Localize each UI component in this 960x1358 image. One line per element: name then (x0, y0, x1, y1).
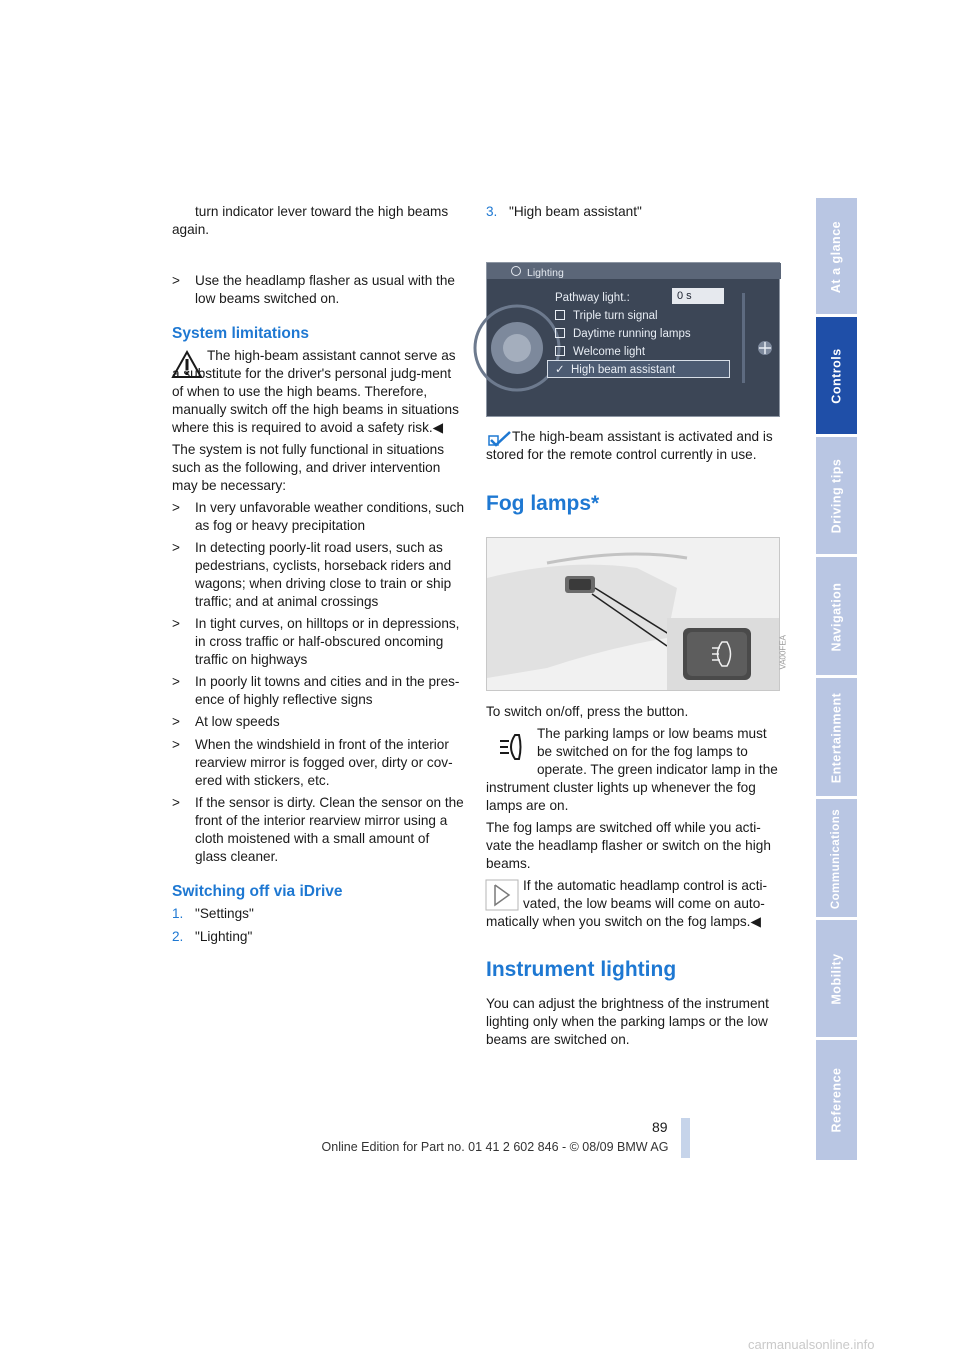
limitations-intro: The system is not fully functional in situations such as the following, and driver intervention may be necessary: (172, 442, 445, 493)
bullet-marker: > (172, 273, 180, 288)
settings-gear-icon (511, 266, 521, 276)
option-daytime-running-lamps[interactable]: Daytime running lamps (555, 325, 691, 343)
step-lighting: 2. "Lighting" (172, 929, 253, 944)
screen-title: Lighting (527, 267, 564, 279)
auto-headlamp-note: If the automatic headlamp control is acti-vated, the low beams will come on auto-matically when you switch on the fog lamps.◀ (486, 878, 768, 929)
limitation-item: > In very unfavorable weather conditions, such as fog or heavy precipitation (172, 500, 465, 533)
limitation-item: > In detecting poorly-lit road users, such as pedestrians, cyclists, horseback riders and wagons; when driving close to train or ship traffic; and at animal crossings (172, 540, 452, 609)
system-limitations-heading: System limitations (172, 325, 309, 342)
tab-driving-tips[interactable]: Driving tips (816, 437, 857, 555)
section-tabs (816, 198, 857, 1160)
step-settings: 1. "Settings" (172, 906, 254, 921)
tab-navigation[interactable]: Navigation (816, 557, 857, 676)
pathway-light-label[interactable]: Pathway light.: (555, 292, 630, 304)
page-number: 89 (652, 1119, 668, 1135)
indicator-text: The parking lamps or low beams must be switched on for the fog lamps to operate. The green indicator lamp in the instrument cluster lights up whenever the fog lamps are on. (486, 726, 778, 813)
activated-text: The high-beam assistant is activated and is stored for the remote control currently in use. (486, 429, 773, 462)
idrive-lighting-screen (486, 262, 780, 417)
bullet-headlamp-flasher: > Use the headlamp flasher as usual with the low beams switched on. (172, 273, 455, 306)
checkmark-icon: ✓ (555, 364, 565, 376)
fog-lamps-heading: Fog lamps* (486, 492, 600, 515)
switching-off-heading: Switching off via iDrive (172, 883, 343, 900)
checkbox-icon (555, 346, 565, 356)
option-high-beam-assistant[interactable]: ✓ High beam assistant (555, 361, 675, 379)
fog-lamp-illustration (487, 538, 781, 692)
limitation-item: > At low speeds (172, 714, 280, 729)
instrument-lighting-text: You can adjust the brightness of the instrument lighting only when the parking lamps or the low beams are switched on. (486, 996, 769, 1047)
tab-mobility[interactable]: Mobility (816, 920, 857, 1038)
checkbox-icon (555, 328, 565, 338)
fog-off-text: The fog lamps are switched off while you acti-vate the headlamp flasher or switch on the high beams. (486, 820, 771, 871)
option-welcome-light[interactable]: Welcome light (555, 343, 645, 361)
limitation-item: > When the windshield in front of the interior rearview mirror is fogged over, dirty or cov-ered with stickers, etc. (172, 737, 453, 788)
limitation-item: > If the sensor is dirty. Clean the sensor on the front of the interior rearview mirror using a cloth moistened with a small amount of glass cleaner. (172, 795, 464, 864)
continued-text: turn indicator lever toward the high beams again. (172, 204, 449, 237)
tab-reference[interactable]: Reference (816, 1040, 857, 1160)
watermark: carmanualsonline.info (748, 1337, 875, 1352)
tab-controls[interactable]: Controls (816, 317, 857, 435)
option-triple-turn-signal[interactable]: Triple turn signal (555, 307, 658, 325)
warning-text: The high-beam assistant cannot serve as a substitute for the driver's personal judg-ment of when to use the high beams. Therefore, manually switch off the high beams in situations where this is required to avoid a safety risk.◀ (172, 348, 459, 435)
instrument-lighting-heading: Instrument lighting (486, 958, 677, 981)
limitation-item: > In poorly lit towns and cities and in the pres-ence of highly reflective signs (172, 674, 460, 707)
pathway-light-value[interactable]: 0 s (672, 288, 724, 304)
tab-entertainment[interactable]: Entertainment (816, 678, 857, 797)
checkbox-icon (555, 310, 565, 320)
fog-lamp-button-photo (486, 537, 788, 691)
limitation-item: > In tight curves, on hilltops or in depressions, in cross traffic or half-obscured oncoming traffic on highways (172, 616, 460, 667)
step-high-beam-assistant: 3. "High beam assistant" (486, 204, 642, 219)
tab-communications[interactable]: Communications (816, 799, 857, 918)
photo-code: VA00FEA (779, 635, 788, 670)
switch-text: To switch on/off, press the button. (486, 704, 689, 719)
tab-at-a-glance[interactable]: At a glance (816, 198, 857, 315)
